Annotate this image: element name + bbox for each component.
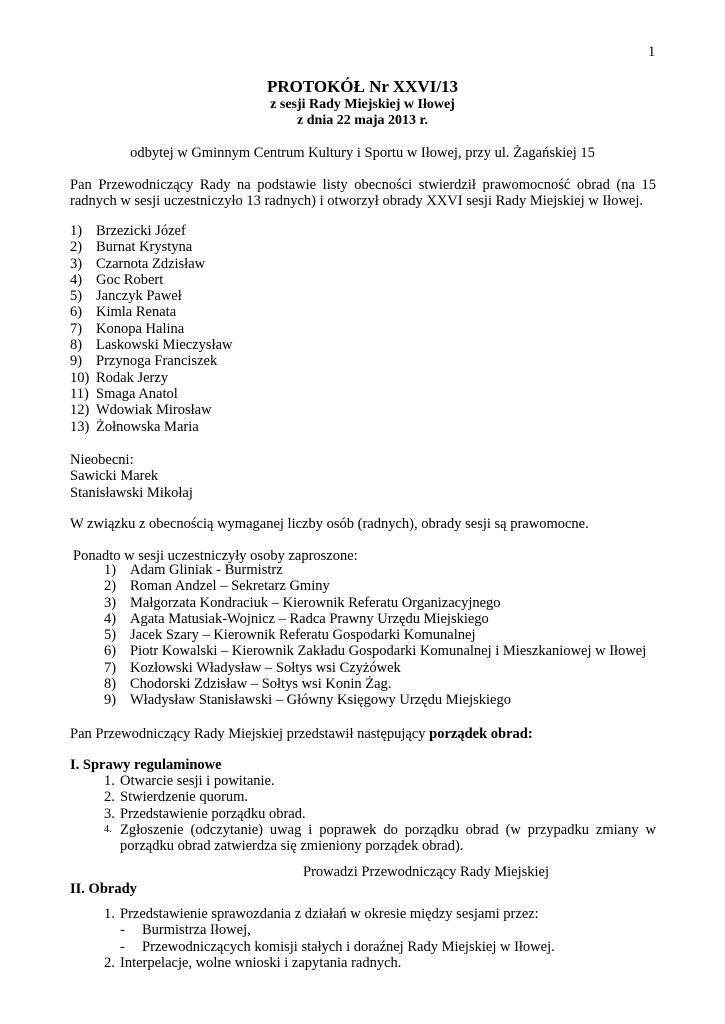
list-item: 5) Janczyk Paweł <box>70 288 182 305</box>
list-item: 8) Laskowski Mieczysław <box>70 337 233 354</box>
absent-heading: Nieobecni: <box>70 452 134 468</box>
list-item: 1. Otwarcie sesji i powitanie. <box>104 773 275 789</box>
list-item: 13) Żołnowska Maria <box>70 418 199 435</box>
list-item: 3) Czarnota Zdzisław <box>70 255 206 272</box>
present-councillors-list <box>70 223 233 435</box>
section-1-leader: Prowadzi Przewodniczący Rady Miejskiej <box>303 864 550 880</box>
list-item: 7) Konopa Halina <box>70 320 185 337</box>
venue-line: odbytej w Gminnym Centrum Kultury i Sportu w Iłowej, przy ul. Żagańskiej 15 <box>130 145 595 161</box>
absent-name: Sawicki Marek <box>70 468 159 485</box>
list-item: 6) Piotr Kowalski – Kierownik Zakładu Gospodarki Komunalnej i Mieszkaniowej w Iłowej <box>104 643 647 660</box>
order-intro: Pan Przewodniczący Rady Miejskiej przedstawił następujący porządek obrad: <box>70 726 533 742</box>
list-item: 11) Smaga Anatol <box>70 385 178 402</box>
list-item: 7) Kozłowski Władysław – Sołtys wsi Czyżówek <box>104 659 401 676</box>
document-subtitle: z sesji Rady Miejskiej w Iłowej <box>270 97 455 112</box>
list-item: 1. Przedstawienie sprawozdania z działań w okresie między sesjami przez: <box>104 906 539 922</box>
list-item: 4. Zgłoszenie (odczytanie) uwag i poprawek do porządku obrad (w przypadku zmiany w porządku obrad zatwierdza się zmieniony porządek obrad). <box>104 821 656 854</box>
section-1-heading: I. Sprawy regulaminowe <box>70 757 222 773</box>
guests-list <box>104 562 646 709</box>
section-2-agenda <box>104 906 664 971</box>
list-item: 2) Burnat Krystyna <box>70 239 193 256</box>
list-item: 3. Przedstawienie porządku obrad. <box>104 805 306 822</box>
sub-item: - Burmistrza Iłowej, <box>120 922 251 939</box>
list-item: 1) Brzezicki Józef <box>70 223 186 239</box>
order-heading: porządek obrad: <box>429 726 533 742</box>
list-item: 9) Władysław Stanisławski – Główny Księgowy Urzędu Miejskiego <box>104 692 511 709</box>
absent-block <box>70 452 193 501</box>
list-item: 10) Rodak Jerzy <box>70 369 169 386</box>
document-title: PROTOKÓŁ Nr XXVI/13 <box>266 77 459 96</box>
sub-item: - Przewodniczących komisji stałych i doraźnej Rady Miejskiej w Iłowej. <box>120 938 555 955</box>
list-item: 4) Agata Matusiak-Wojnicz – Radca Prawny Urzędu Miejskiego <box>104 610 489 627</box>
list-item: 6) Kimla Renata <box>70 304 177 321</box>
document-date: z dnia 22 maja 2013 r. <box>297 113 428 128</box>
list-item: 4) Goc Robert <box>70 271 164 288</box>
list-item: 3) Małgorzata Kondraciuk – Kierownik Referatu Organizacyjnego <box>104 594 501 611</box>
list-item: 5) Jacek Szary – Kierownik Referatu Gospodarki Komunalnej <box>104 627 476 644</box>
list-item: 9) Przynoga Franciszek <box>70 353 218 370</box>
quorum-paragraph: W związku z obecnością wymaganej liczby osób (radnych), obrady sesji są prawomocne. <box>70 516 589 532</box>
page-number: 1 <box>648 44 656 60</box>
list-item: 2) Roman Andzel – Sekretarz Gminy <box>104 578 330 595</box>
list-item: 8) Chodorski Zdzisław – Sołtys wsi Konin Żag. <box>104 676 392 693</box>
list-item: 12) Wdowiak Mirosław <box>70 402 212 419</box>
guests-intro: Ponadto w sesji uczestniczyły osoby zaproszone: <box>73 548 358 564</box>
absent-name: Stanisławski Mikołaj <box>70 484 193 501</box>
list-item: 1) Adam Gliniak - Burmistrz <box>104 562 283 578</box>
intro-paragraph: Pan Przewodniczący Rady na podstawie listy obecności stwierdził prawomocność obrad (na 15 radnych w sesji uczestniczyło 13 radnych) i otworzył obrady XXVI sesji Rady Miejskiej w Iłowej. <box>70 177 656 209</box>
section-1-agenda <box>104 773 656 854</box>
list-item: 2. Interpelacje, wolne wnioski i zapytania radnych. <box>104 954 402 971</box>
list-item: 2. Stwierdzenie quorum. <box>104 789 249 806</box>
section-2-heading: II. Obrady <box>70 881 137 897</box>
